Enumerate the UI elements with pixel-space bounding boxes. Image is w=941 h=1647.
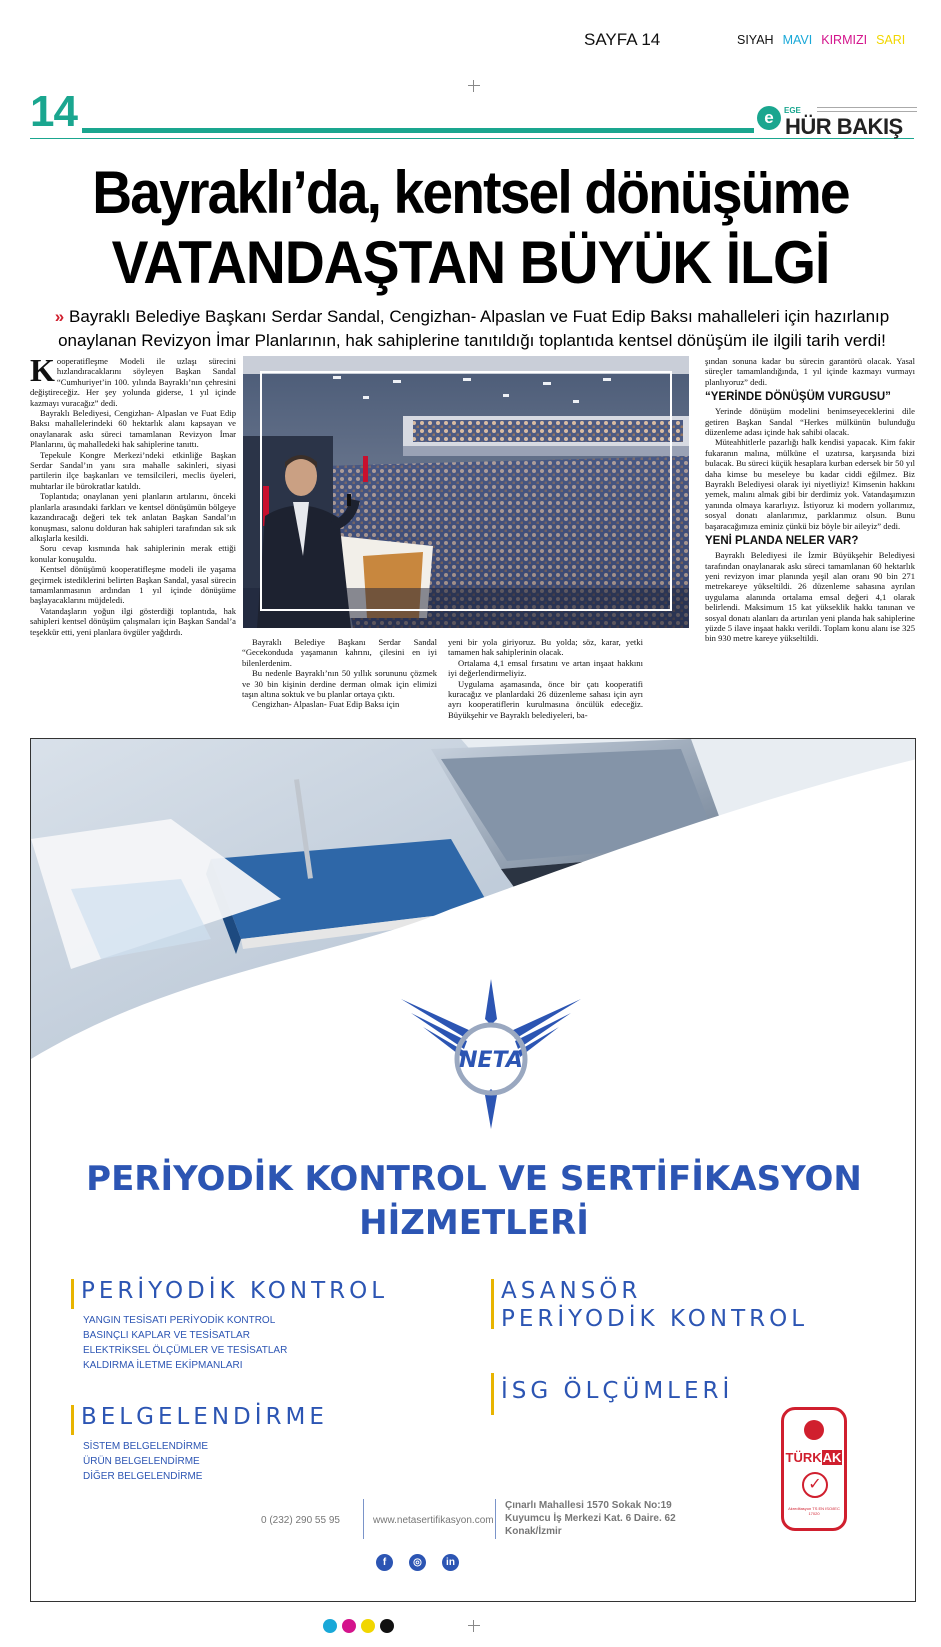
service-elevator-control	[491, 1277, 808, 1333]
service-item: ELEKTRİKSEL ÖLÇÜMLER VE TESİSATLAR	[83, 1345, 288, 1356]
service-item: KALDIRMA İLETME EKİPMANLARI	[83, 1360, 243, 1371]
address	[505, 1499, 705, 1538]
service-title: PERİYODİK KONTROL	[81, 1278, 389, 1304]
col4-paragraph: Yerinde dönüşüm modelini benimseyeceklerini dile getiren Başkan Sandal “Herkes mülkünün bulunduğu düzenleme adası içinde hak sahibi olacak.	[705, 406, 915, 438]
col2-paragraph: Cengizhan- Alpaslan- Fuat Edip Baksı için	[252, 699, 400, 710]
col1-paragraph: Kentsel dönüşümü kooperatifleşme modeli ile yaşama geçirmek istediklerini belirten Başkan Sandal, yasal sürecin tamamlanmasının ardından 1 yıl içinde dönüşüme başlayacaklarını müjdeledi.	[30, 564, 236, 606]
turkak-brand: TÜRKAK	[785, 1450, 842, 1465]
col4-paragraph: Müteahhitlerle pazarlığı halk kendisi yapacak. Kim fakir fukaranın malına, mülküne el uzatırsa, karşısında bizi bulacak. Bu süreci küçük hesaplara kurban edersek bir 50 yıl daha kimse bu meseleye bu kadar ciddi eğilmez. Biz Bayraklı Belediyesi olarak iyi niyetliyiz! Kimsenin hakkını yemek, malını almak gibi bir derdimiz yok. Vatandaşımızın yanında olmaya kararlıyız. İstiyoruz ki modern yollarımız, sosyal donatı alanlarımız, parklarımız olsun. Bunu başaracağımıza eminiz çünkü biz böyle bir aileyiz” dedi.	[705, 437, 915, 531]
service-isg-measurements	[491, 1371, 733, 1405]
contact-separator	[495, 1499, 496, 1539]
ad-headline-line-2: HİZMETLERİ	[359, 1203, 589, 1243]
logo-tagline-lines	[817, 107, 917, 112]
facebook-icon[interactable]: f	[376, 1554, 393, 1571]
header-thin-rule	[30, 138, 914, 139]
accreditation-text: Akreditasyon TS EN ISO/IEC 17020	[788, 1506, 840, 1516]
color-separation-labels	[737, 33, 914, 47]
ad-headline	[31, 1157, 916, 1245]
col3-paragraph: yeni bir yola giriyoruz. Bu yolda; söz, karar, yetki tamamen hak sahiplerinin olacak.	[448, 637, 643, 658]
register-dot-magenta	[342, 1619, 356, 1633]
subheading: YENİ PLANDA NELER VAR?	[705, 535, 859, 548]
service-certification	[71, 1403, 328, 1484]
address-line: Çınarlı Mahallesi 1570 Sokak No:19	[505, 1500, 672, 1511]
color-label-yellow: SARI	[876, 33, 906, 47]
photo-frame	[260, 371, 672, 611]
article-spot	[30, 305, 914, 353]
service-item: SİSTEM BELGELENDİRME	[83, 1441, 209, 1452]
col2-paragraph: Bu nedenle Bayraklı’nın 50 yıllık sorununu çözmek ve 30 bin kişinin derdine derman olmak için elimizi taşın altına soktuk ve bu planlar ortaya çıktı.	[242, 668, 437, 700]
register-dot-cyan	[323, 1619, 337, 1633]
newspaper-logo	[757, 104, 917, 138]
registration-mark-bottom	[468, 1620, 480, 1632]
logo-name: HÜR BAKIŞ	[785, 114, 903, 139]
article-column-4	[705, 356, 915, 644]
headline-line-2: VATANDAŞTAN BÜYÜK İLGİ	[111, 229, 830, 296]
neta-brand-text: NETA	[459, 1048, 523, 1073]
address-line: Kuyumcu İş Merkezi Kat. 6 Daire. 62	[505, 1513, 676, 1524]
logo-e-icon: e	[757, 106, 781, 130]
col2-paragraph: Bayraklı Belediye Başkanı Serdar Sandal “Gecekonduda yaşamanın kahrını, çilesini en iyi bilenlerdenim.	[242, 637, 437, 668]
website-link[interactable]: www.netasertifikasyon.com	[373, 1515, 494, 1526]
article-column-1	[30, 352, 236, 637]
logo-small-text: EGE	[784, 106, 801, 115]
service-item: BASINÇLI KAPLAR VE TESİSATLAR	[83, 1330, 250, 1341]
header-rule	[82, 128, 754, 133]
service-item: ÜRÜN BELGELENDİRME	[83, 1456, 200, 1467]
color-label-black: SIYAH	[737, 33, 774, 47]
col1-paragraph: Soru cevap kısmında hak sahiplerinin merak ettiği konular konuşuldu.	[30, 543, 236, 564]
col4-paragraph: şından sonuna kadar bu sürecin garantörü olacak. Yasal süreçler tamamlandığında, 1 yıl içinde kazmayı vurmayı planlıyoruz” dedi.	[705, 356, 915, 387]
service-title: BELGELENDİRME	[81, 1404, 328, 1430]
service-accent-bar	[71, 1405, 74, 1435]
spot-text: Bayraklı Belediye Başkanı Serdar Sandal, Cengizhan- Alpaslan ve Fuat Edip Baksı mahalleleri için hazırlanıp onaylanan Revizyon İmar Planlarının, hak sahiplerine tanıtıldığı toplantıda kentsel dönüşüm ile ilgili tarih verdi!	[58, 307, 890, 350]
col1-paragraph: Toplantıda; onaylanan yeni planların artılarını, önceki planlarla arasındaki farkları ve kentsel dönüşümün bölgeye kazandıracağı değeri tek tek anlatan Başkan Sandal’ın konuşması, salonu dolduran hak sahipleri tarafından sık sık alkışlarla kesildi.	[30, 491, 236, 543]
col3-paragraph: Uygulama aşamasında, önce bir çatı kooperatifi kuracağız ve planlardaki 26 düzenleme sahası için ayrı ayrı kooperatiflerin kurulmasına öncülük edeceğiz. Büyükşehir ve Bayraklı belediyeleri, ba-	[448, 678, 643, 720]
page-label: SAYFA 14	[584, 30, 661, 49]
crescent-icon	[804, 1420, 824, 1440]
social-links	[376, 1552, 475, 1571]
page-number: 14	[30, 87, 77, 136]
register-dot-yellow	[361, 1619, 375, 1633]
service-list	[83, 1313, 388, 1373]
service-accent-bar	[491, 1279, 494, 1329]
col3-paragraph: Ortalama 4,1 emsal fırsatını ve artan inşaat hakkını iyi değerlendirmeliyiz.	[448, 657, 643, 679]
spot-marker-icon: »	[54, 307, 65, 326]
service-accent-bar	[491, 1373, 494, 1415]
service-accent-bar	[71, 1279, 74, 1309]
register-dot-black	[380, 1619, 394, 1633]
phone-number: 0 (232) 290 55 95	[261, 1515, 340, 1526]
contact-separator	[363, 1499, 364, 1539]
color-label-red: KIRMIZI	[821, 33, 868, 47]
article-column-3	[448, 637, 643, 720]
article-column-2	[242, 637, 437, 710]
service-title: İSG ÖLÇÜMLERİ	[501, 1378, 734, 1404]
neta-advertisement	[30, 738, 916, 1602]
ad-headline-line-1: PERİYODİK KONTROL VE SERTİFİKASYON	[86, 1159, 862, 1199]
service-title-line-2: PERİYODİK KONTROL	[501, 1306, 809, 1332]
color-label-blue: MAVI	[782, 33, 813, 47]
service-periodic-control	[71, 1277, 388, 1373]
col4-paragraph: Bayraklı Belediyesi ile İzmir Büyükşehir Belediyesi tarafından onaylanarak askı süreci tamamlanan 60 hektarlık yeni revizyon imar planında yeşil alan oranı 90 bin 271 metrekareye yükseltildi. 26 düzenleme sahasına ayrılan uygulama alanında ortalama emsal değeri 4,1 olarak belirlendi. Maksimum 15 kat yükseklik hakkı tanınan ve sosyal donatı alanları da artırılan yeni planda hak sahiplerine yüzde 5 ilave inşaat hakkı verildi. Toplam konu alanı ise 325 bin 930 metre kareye yükseltildi.	[705, 550, 915, 644]
col1-paragraph: ooperatifleşme Modeli ile uzlaşı sürecini hızlandıracaklarını söyleyen Başkan Sandal “Cumhuriyet’in 100. yılında Bayraklı’nın çehresini değiştireceğiz. Her şey yolunda giderse, 1 yıl içinde kazmayı vuracağız” dedi.	[30, 356, 236, 408]
col1-paragraph: Bayraklı Belediyesi, Cengizhan- Alpaslan ve Fuat Edip Baksı mahallelerindeki 60 hektarlık alanı kapsayan ve onaylanarak askı süreci tamamlanan Revizyon İmar Planlarını, üç mahalledeki hak sahiplerine tanıttı.	[30, 408, 236, 450]
col1-paragraph: Tepekule Kongre Merkezi’ndeki etkinliğe Başkan Serdar Sandal’ın yanı sıra mahalle sakinleri, siyasi partilerin ilçe başkanları ve temsilcileri, meclis üyeleri, muhtarlar ile bürokratlar katıldı.	[30, 449, 236, 491]
article-photo	[243, 356, 689, 628]
headline-line-1: Bayraklı’da, kentsel dönüşüme	[92, 159, 849, 226]
col1-paragraph: Vatandaşların yoğun ilgi gösterdiği toplantıda, hak sahipleri kentsel dönüşüm çalışmaları için Başkan Sandal’a teşekkür etti, yeni planlara övgüler yağdırdı.	[30, 605, 236, 637]
drop-cap: K	[30, 352, 55, 388]
linkedin-icon[interactable]: in	[442, 1554, 459, 1571]
service-title-line-1: ASANSÖR	[501, 1278, 642, 1304]
neta-logo-icon	[401, 979, 581, 1129]
service-list	[83, 1439, 328, 1484]
checkmark-icon: ✓	[802, 1472, 828, 1498]
service-item: DİĞER BELGELENDİRME	[83, 1471, 203, 1482]
registration-mark-top	[468, 80, 480, 92]
turkak-accreditation-badge	[781, 1407, 847, 1531]
instagram-icon[interactable]: ◎	[409, 1554, 426, 1571]
service-item: YANGIN TESİSATI PERİYODİK KONTROL	[83, 1315, 276, 1326]
subheading: “YERİNDE DÖNÜŞÜM VURGUSU”	[705, 391, 891, 404]
address-line: Konak/İzmir	[505, 1526, 562, 1537]
